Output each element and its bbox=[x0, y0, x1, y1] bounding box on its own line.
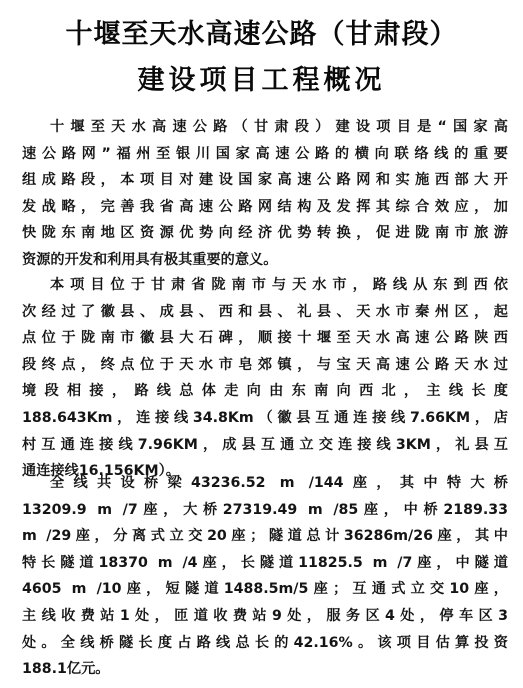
paragraph-line: 188.643Km，连接线34.8Km（徽县互通连接线7.66KM，店 bbox=[22, 409, 508, 426]
paragraph-line: 本项目位于甘肃省陇南市与天水市，路线从东到西依 bbox=[50, 277, 508, 293]
paragraph-line: 特长隧道18370 m /4座，长隧道11825.5 m /7座，中隧道 bbox=[22, 554, 508, 571]
paragraph-line: 188.1亿元。 bbox=[22, 661, 110, 678]
paragraph-overview bbox=[22, 114, 508, 274]
paragraph-line: 主线收费站1处，匝道收费站9处，服务区4处，停车区3 bbox=[22, 607, 508, 624]
paragraph-line: 通连接线16.156KM）。 bbox=[22, 463, 180, 480]
paragraph-line: m /29座，分离式立交20座；隧道总计36286m/26座，其中 bbox=[22, 528, 508, 545]
paragraph-line: 村互通连接线7.96KM，成县互通立交连接线3KM，礼县互 bbox=[22, 436, 508, 453]
paragraph-line: 段终点，终点位于天水市皂郊镇，与宝天高速公路天水过 bbox=[22, 356, 508, 373]
paragraph-route bbox=[22, 272, 508, 485]
document-title-line-1: 十堰至天水高速公路（甘肃段） bbox=[65, 19, 458, 50]
paragraph-line: 13209.9 m /7座，大桥27319.49 m /85座，中桥2189.33 bbox=[22, 501, 508, 518]
paragraph-line: 发战略，完善我省高速公路网结构及发挥其综合效应，加 bbox=[22, 198, 508, 215]
paragraph-line: 全线共设桥梁43236.52 m /144座，其中特大桥 bbox=[50, 475, 508, 491]
paragraph-line: 4605 m /10座，短隧道1488.5m/5座；互通式立交10座， bbox=[22, 581, 508, 598]
paragraph-line: 十堰至天水高速公路（甘肃段）建设项目是“国家高 bbox=[50, 119, 508, 135]
paragraph-structures bbox=[22, 470, 508, 683]
document-title-line-2: 建设项目工程概况 bbox=[137, 65, 386, 96]
paragraph-line: 境段相接，路线总体走向由东南向西北，主线长度 bbox=[22, 383, 508, 400]
paragraph-line: 资源的开发和利用具有极其重要的意义。 bbox=[22, 251, 278, 268]
paragraph-line: 快陇东南地区资源优势向经济优势转换，促进陇南市旅游 bbox=[22, 225, 508, 242]
paragraph-line: 速公路网”福州至银川国家高速公路的横向联络线的重要 bbox=[22, 145, 508, 162]
paragraph-line: 处。全线桥隧长度占路线总长的42.16%。该项目估算投资 bbox=[22, 634, 508, 651]
paragraph-line: 次经过了徽县、成县、西和县、礼县、天水市秦州区，起 bbox=[22, 303, 508, 320]
paragraph-line: 组成路段，本项目对建设国家高速公路网和实施西部大开 bbox=[22, 172, 508, 189]
paragraph-line: 点位于陇南市徽县大石碑，顺接十堰至天水高速公路陕西 bbox=[22, 330, 508, 347]
